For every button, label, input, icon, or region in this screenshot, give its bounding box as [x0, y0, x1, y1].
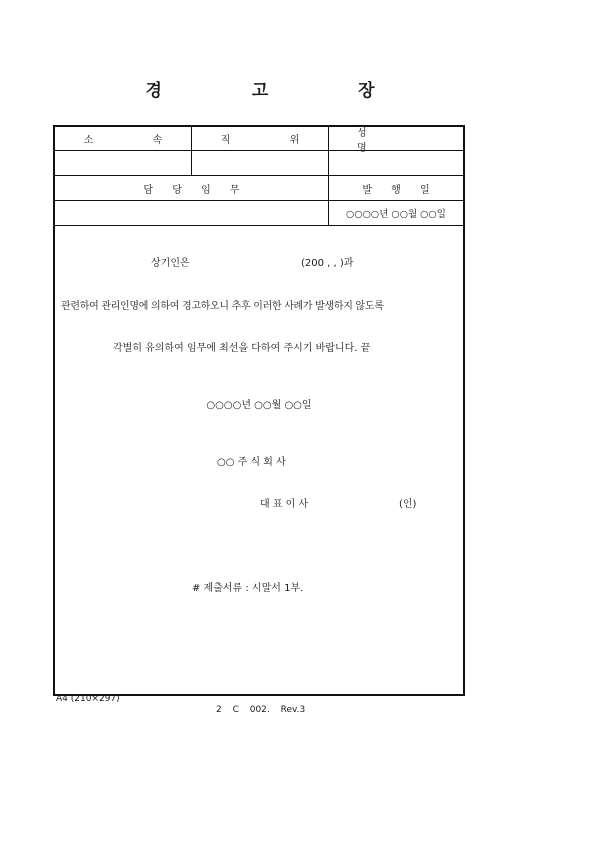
body-line2: 관련하여 관리인명에 의하여 경고하오니 추후 이러한 사례가 발생하지 않도록	[61, 301, 384, 312]
position-header: 직 위	[192, 127, 329, 150]
name-header: 성 명	[357, 127, 395, 154]
seal-mark: (인)	[399, 499, 417, 510]
affiliation-header: 소 속	[55, 127, 192, 150]
header-row	[55, 127, 463, 154]
duty-value-row	[55, 201, 463, 226]
form-code: 2 C 002. Rev.3	[216, 705, 306, 715]
duty-value[interactable]	[55, 201, 329, 225]
name-value[interactable]	[329, 151, 463, 175]
body-date: ○○○○년 ○○월 ○○일	[206, 400, 312, 411]
value-row	[55, 151, 463, 176]
body-line1-prefix: 상기인은	[151, 258, 190, 269]
representative-title: 대 표 이 사	[260, 499, 309, 510]
body-line1-date: (200 , , )과	[301, 258, 354, 269]
paper-size-label: A4 (210×297)	[56, 694, 120, 704]
duty-header: 담 당 임 무	[55, 176, 329, 200]
company-name: ○○ 주 식 회 사	[217, 457, 286, 468]
attachment-note: # 제출서류 : 시말서 1부.	[192, 583, 304, 594]
issue-date-header: 발 행 일	[362, 184, 438, 196]
warning-form	[53, 125, 465, 696]
affiliation-value[interactable]	[55, 151, 192, 175]
document-title: 경 고 장	[145, 81, 417, 101]
duty-header-row	[55, 176, 463, 201]
issue-date-value[interactable]: ○○○○년 ○○월 ○○일	[346, 209, 446, 220]
body-line3: 각별히 유의하여 임무에 최선을 다하여 주시기 바랍니다. 끝	[113, 343, 371, 354]
position-value[interactable]	[192, 151, 329, 175]
